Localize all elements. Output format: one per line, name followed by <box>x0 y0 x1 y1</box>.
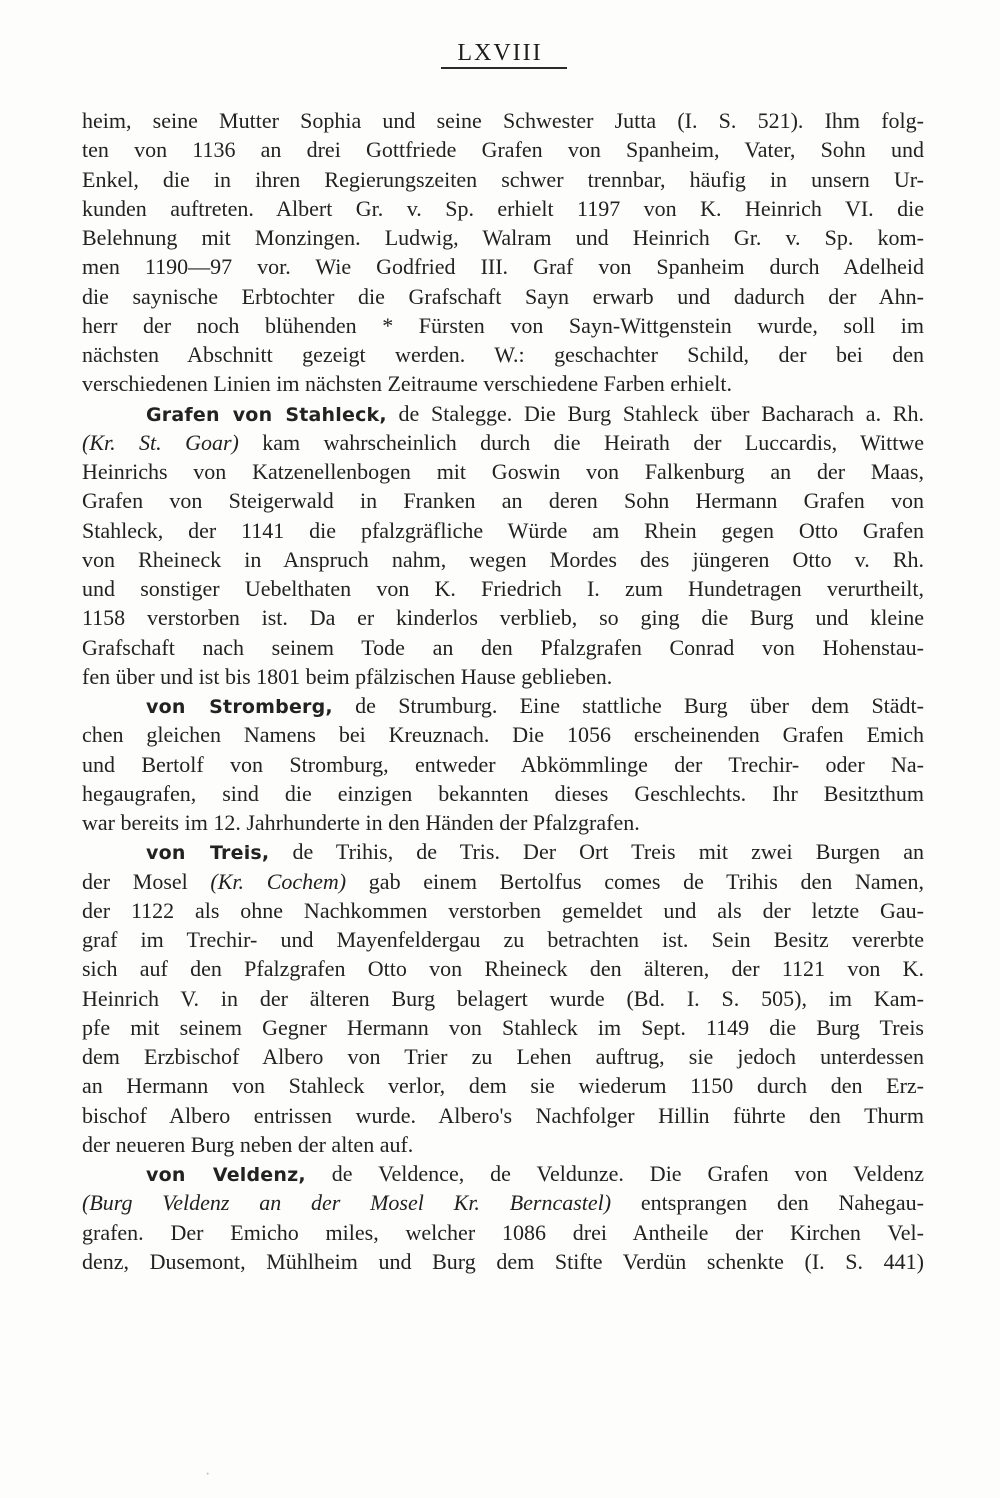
line-text-pre: der Mosel <box>82 868 211 894</box>
line-text: kam wahrscheinlich durch die Heirath der Luccardis, Wittwe <box>238 429 924 455</box>
text-line <box>82 135 924 164</box>
line-text: pfe mit seinem Gegner Hermann von Stahleck im Sept. 1149 die Burg Treis <box>82 1014 924 1040</box>
text-line <box>82 896 924 925</box>
italic-reference: (Kr. St. Goar) <box>82 429 239 455</box>
line-text: de Trihis, de Tris. Der Ort Treis mit zwei Burgen an <box>269 839 925 865</box>
text-line <box>82 867 924 896</box>
line-text: Enkel, die in ihren Regierungszeiten schwer trennbar, häufig in unsern Ur- <box>82 166 924 192</box>
text-line <box>82 516 924 545</box>
line-text: der neueren Burg neben der alten auf. <box>82 1131 414 1157</box>
text-line <box>82 984 924 1013</box>
text-line <box>82 223 924 252</box>
text-line <box>82 633 924 662</box>
line-text: chen gleichen Namens bei Kreuznach. Die 1056 erscheinenden Grafen Emich <box>82 722 924 748</box>
text-line <box>82 457 924 486</box>
text-line <box>82 837 924 866</box>
text-line <box>82 574 924 603</box>
text-line <box>82 779 924 808</box>
text-line <box>82 750 924 779</box>
line-text: hegaugrafen, sind die einzigen bekannten dieses Geschlechts. Ihr Besitzthum <box>82 780 924 806</box>
text-line <box>82 428 924 457</box>
text-line <box>82 1218 924 1247</box>
line-text: de Strumburg. Eine stattliche Burg über dem Städt- <box>332 693 924 718</box>
line-text: an Hermann von Stahleck verlor, dem sie wiederum 1150 durch den Erz- <box>82 1073 924 1099</box>
text-line <box>82 603 924 632</box>
text-line <box>82 1159 924 1188</box>
line-text: de Stalegge. Die Burg Stahleck über Bacharach a. Rh. <box>386 400 924 426</box>
text-line <box>82 311 924 340</box>
text-line <box>82 691 924 720</box>
line-text: dem Erzbischof Albero von Trier zu Lehen auftrug, sie jedoch unterdessen <box>82 1044 924 1069</box>
text-line <box>82 720 924 749</box>
line-text: 1158 verstorben ist. Da er kinderlos verblieb, so ging die Burg und kleine <box>82 605 924 631</box>
line-text: Belehnung mit Monzingen. Ludwig, Walram und Heinrich Gr. v. Sp. kom- <box>82 225 924 250</box>
line-text: und sonstiger Uebelthaten von K. Friedrich I. zum Hundetragen verurtheilt, <box>82 576 924 601</box>
text-line <box>82 808 924 837</box>
line-text: grafen. Der Emicho miles, welcher 1086 drei Antheile der Kirchen Vel- <box>82 1219 924 1245</box>
page-number: LXVIII <box>457 40 543 66</box>
line-text: men 1190—97 vor. Wie Godfried III. Graf von Spanheim durch Adelheid <box>82 254 924 280</box>
line-text: die saynische Erbtochter die Grafschaft Sayn erwarb und dadurch der Ahn- <box>82 283 924 309</box>
section-heading: von Treis, <box>146 842 270 865</box>
line-text: der 1122 als ohne Nachkommen verstorben gemeldet und als der letzte Gau- <box>82 897 924 923</box>
line-text: de Veldence, de Veldunze. Die Grafen von Veldenz <box>305 1161 924 1186</box>
text-line <box>82 165 924 194</box>
line-text: heim, seine Mutter Sophia und seine Schwester Jutta (I. S. 521). Ihm folg- <box>82 108 924 133</box>
text-line <box>82 194 924 223</box>
text-line <box>82 1071 924 1100</box>
text-line <box>82 399 924 428</box>
line-text: Grafen von Steigerwald in Franken an deren Sohn Hermann Grafen von <box>82 488 924 514</box>
section-heading: von Veldenz, <box>146 1164 306 1186</box>
text-line <box>82 369 924 398</box>
line-text: denz, Dusemont, Mühlheim und Burg dem Stifte Verdün schenkte (I. S. 441) <box>82 1248 924 1274</box>
text-line <box>82 1247 924 1276</box>
text-line <box>82 282 924 311</box>
line-text: Stahleck, der 1141 die pfalzgräfliche Würde am Rhein gegen Otto Grafen <box>82 517 924 543</box>
section-heading: Grafen von Stahleck, <box>146 403 387 426</box>
line-text: war bereits im 12. Jahrhunderte in den Händen der Pfalzgrafen. <box>82 810 640 835</box>
text-line <box>82 340 924 369</box>
line-text: bischof Albero entrissen wurde. Albero's Nachfolger Hillin führte den Thurm <box>82 1102 924 1128</box>
scan-speck: · <box>205 1466 211 1483</box>
line-text: sich auf den Pfalzgrafen Otto von Rheineck den älteren, der 1121 von K. <box>82 956 924 982</box>
line-text: von Rheineck in Anspruch nahm, wegen Mordes des jüngeren Otto v. Rh. <box>82 546 924 572</box>
text-line <box>82 1130 924 1159</box>
text-line <box>82 925 924 954</box>
text-line <box>82 486 924 515</box>
body-text <box>82 106 924 1276</box>
line-text: gab einem Bertolfus comes de Trihis den Namen, <box>346 868 924 894</box>
italic-reference: (Burg Veldenz an der Mosel Kr. Berncastel) <box>82 1190 612 1216</box>
text-line <box>82 1042 924 1071</box>
text-line <box>82 1013 924 1042</box>
text-line <box>82 662 924 691</box>
line-text: und Bertolf von Stromburg, entweder Abkömmlinge der Trechir- oder Na- <box>82 751 924 777</box>
text-line <box>82 1101 924 1130</box>
line-text: herr der noch blühenden * Fürsten von Sayn-Wittgenstein wurde, soll im <box>82 312 924 338</box>
section-heading: von Stromberg, <box>146 696 333 718</box>
line-text: Heinrich V. in der älteren Burg belagert wurde (Bd. I. S. 505), im Kam- <box>82 985 924 1011</box>
line-text: graf im Trechir- und Mayenfeldergau zu betrachten ist. Sein Besitz vererbte <box>82 927 924 952</box>
line-text: ten von 1136 an drei Gottfriede Grafen von Spanheim, Vater, Sohn und <box>82 137 924 163</box>
text-line <box>82 252 924 281</box>
text-line <box>82 954 924 983</box>
line-text: nächsten Abschnitt gezeigt werden. W.: geschachter Schild, der bei den <box>82 342 924 367</box>
text-line <box>82 106 924 135</box>
text-line <box>82 545 924 574</box>
header-rule <box>441 67 567 69</box>
line-text: Grafschaft nach seinem Tode an den Pfalzgrafen Conrad von Hohenstau- <box>82 634 924 660</box>
line-text: entsprangen den Nahegau- <box>611 1190 924 1216</box>
line-text: verschiedenen Linien im nächsten Zeitraume verschiedene Farben erhielt. <box>82 371 732 397</box>
text-line <box>82 1188 924 1217</box>
line-text: kunden auftreten. Albert Gr. v. Sp. erhielt 1197 von K. Heinrich VI. die <box>82 195 924 221</box>
line-text: fen über und ist bis 1801 beim pfälzischen Hause geblieben. <box>82 663 613 689</box>
italic-reference: (Kr. Cochem) <box>210 868 347 894</box>
line-text: Heinrichs von Katzenellenbogen mit Goswin von Falkenburg an der Maas, <box>82 459 924 484</box>
